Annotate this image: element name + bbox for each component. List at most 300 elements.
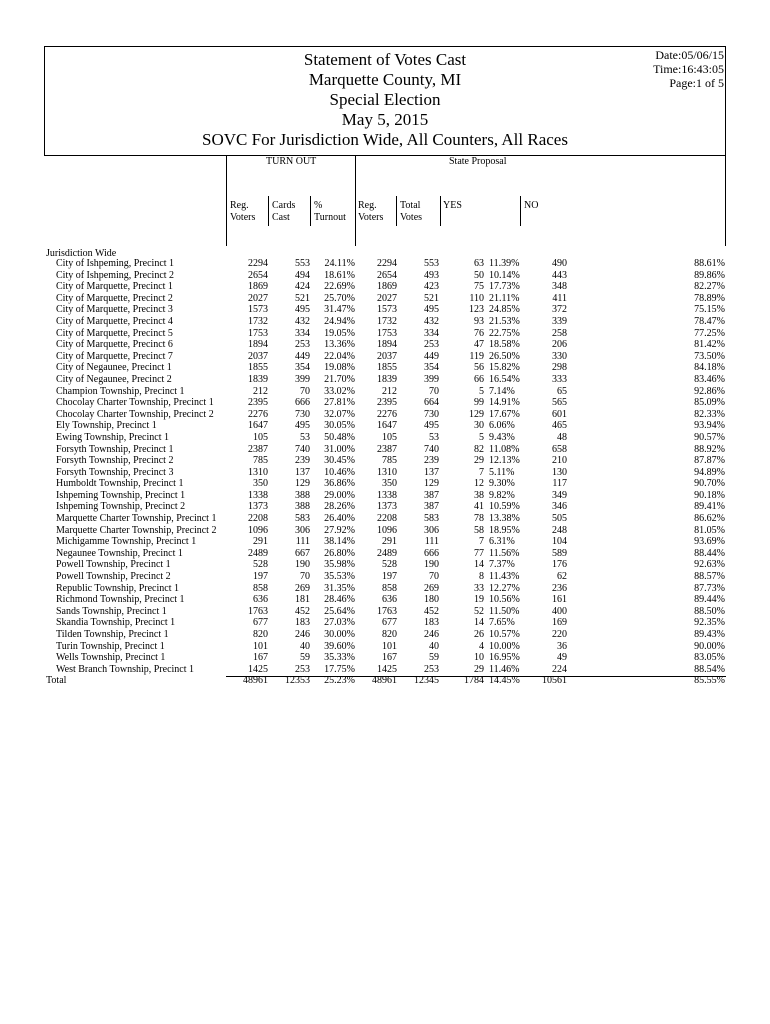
no-pct-cell: 88.44% bbox=[694, 547, 725, 559]
reg-voters-cell: 1310 bbox=[248, 466, 268, 478]
header-yes: YES bbox=[443, 200, 462, 211]
reg-voters-cell: 291 bbox=[253, 536, 268, 548]
table-row bbox=[0, 386, 770, 398]
yes-pct-cell: 9.43% bbox=[489, 431, 515, 443]
reg-voters-cell: 167 bbox=[253, 652, 268, 664]
table-row bbox=[0, 559, 770, 571]
reg-voters-cell: 1869 bbox=[248, 281, 268, 293]
total-votes-cell: 553 bbox=[424, 258, 439, 269]
no-count-cell: 258 bbox=[552, 327, 567, 339]
no-pct-cell: 81.42% bbox=[694, 339, 725, 351]
jurisdiction-name: West Branch Township, Precinct 1 bbox=[56, 663, 195, 675]
reg-voters2-cell: 858 bbox=[382, 582, 397, 594]
reg-voters2-cell: 1425 bbox=[377, 663, 397, 675]
no-pct-cell: 81.05% bbox=[694, 524, 725, 536]
pct-turnout-cell: 33.02% bbox=[324, 385, 355, 397]
yes-count-cell: 63 bbox=[474, 258, 484, 269]
reg-voters2-cell: 677 bbox=[382, 617, 397, 629]
yes-pct-cell: 17.67% bbox=[489, 408, 520, 420]
jurisdiction-name: City of Marquette, Precinct 3 bbox=[56, 304, 173, 316]
cards-cast-cell: 137 bbox=[295, 466, 310, 478]
table-row bbox=[0, 304, 770, 316]
no-count-cell: 658 bbox=[552, 443, 567, 455]
total-votes-cell: 180 bbox=[424, 594, 439, 606]
reg-voters-cell: 350 bbox=[253, 478, 268, 490]
yes-count-cell: 19 bbox=[474, 594, 484, 606]
table-row bbox=[0, 362, 770, 374]
yes-pct-cell: 12.13% bbox=[489, 455, 520, 467]
report-title bbox=[44, 50, 726, 150]
pct-turnout-cell: 35.33% bbox=[324, 652, 355, 664]
no-pct-cell: 84.18% bbox=[694, 362, 725, 374]
yes-count-cell: 7 bbox=[479, 466, 484, 478]
no-count-cell: 505 bbox=[552, 513, 567, 525]
cards-cast-cell: 253 bbox=[295, 663, 310, 675]
yes-pct-cell: 18.58% bbox=[489, 339, 520, 351]
pct-turnout-cell: 26.40% bbox=[324, 513, 355, 525]
yes-count-cell: 52 bbox=[474, 605, 484, 617]
jurisdiction-name: Tilden Township, Precinct 1 bbox=[56, 629, 169, 640]
cards-cast-cell: 666 bbox=[295, 397, 310, 409]
jurisdiction-name: City of Ishpeming, Precinct 2 bbox=[56, 269, 175, 281]
yes-pct-cell: 11.56% bbox=[489, 547, 520, 559]
jurisdiction-name: Ewing Township, Precinct 1 bbox=[56, 431, 169, 443]
reg-voters-cell: 2037 bbox=[248, 350, 268, 362]
reg-voters2-cell: 2276 bbox=[377, 408, 397, 420]
column-divider bbox=[268, 196, 269, 226]
cards-cast-cell: 494 bbox=[295, 269, 310, 281]
no-count-cell: 49 bbox=[557, 652, 567, 664]
reg-voters2-cell: 820 bbox=[382, 629, 397, 640]
reg-voters2-cell: 2294 bbox=[377, 258, 397, 269]
cards-cast-cell: 111 bbox=[295, 536, 310, 548]
cards-cast-cell: 730 bbox=[295, 408, 310, 420]
pct-turnout-cell: 30.05% bbox=[324, 420, 355, 432]
pct-turnout-cell: 19.05% bbox=[324, 327, 355, 339]
no-count-cell: 210 bbox=[552, 455, 567, 467]
cards-cast-cell: 181 bbox=[295, 594, 310, 606]
no-count-cell: 117 bbox=[552, 478, 567, 490]
total-votes-cell: 399 bbox=[424, 373, 439, 385]
yes-pct-cell: 11.39% bbox=[489, 258, 520, 269]
no-pct-cell: 90.70% bbox=[694, 478, 725, 490]
no-pct-cell: 92.86% bbox=[694, 385, 725, 397]
column-divider bbox=[355, 156, 356, 246]
yes-pct-cell: 26.50% bbox=[489, 350, 520, 362]
reg-voters2-cell: 1647 bbox=[377, 420, 397, 432]
jurisdiction-name: City of Marquette, Precinct 2 bbox=[56, 292, 173, 304]
table-row bbox=[0, 652, 770, 664]
reg-voters2-cell: 197 bbox=[382, 571, 397, 583]
total-votes-cell: 70 bbox=[429, 385, 439, 397]
reg-voters-cell: 528 bbox=[253, 559, 268, 571]
yes-pct-cell: 18.95% bbox=[489, 524, 520, 536]
pct-turnout-cell: 31.47% bbox=[324, 304, 355, 316]
table-row bbox=[0, 571, 770, 583]
table-row bbox=[0, 536, 770, 548]
no-pct-cell: 89.44% bbox=[694, 594, 725, 606]
no-count-cell: 330 bbox=[552, 350, 567, 362]
yes-pct-cell: 13.38% bbox=[489, 513, 520, 525]
total-votes-cell: 12345 bbox=[414, 675, 439, 687]
no-pct-cell: 73.50% bbox=[694, 350, 725, 362]
yes-pct-cell: 11.08% bbox=[489, 443, 520, 455]
table-row bbox=[0, 444, 770, 456]
pct-turnout-cell: 19.08% bbox=[324, 362, 355, 374]
table-row bbox=[0, 629, 770, 641]
reg-voters2-cell: 291 bbox=[382, 536, 397, 548]
table-row bbox=[0, 513, 770, 525]
no-count-cell: 248 bbox=[552, 524, 567, 536]
reg-voters2-cell: 528 bbox=[382, 559, 397, 571]
report-time: Time:16:43:05 bbox=[653, 62, 724, 76]
total-votes-cell: 246 bbox=[424, 629, 439, 640]
jurisdiction-name: City of Marquette, Precinct 4 bbox=[56, 315, 173, 327]
table-row bbox=[0, 316, 770, 328]
yes-count-cell: 14 bbox=[474, 617, 484, 629]
jurisdiction-name: City of Marquette, Precinct 6 bbox=[56, 339, 173, 351]
no-pct-cell: 90.57% bbox=[694, 431, 725, 443]
pct-turnout-cell: 27.81% bbox=[324, 397, 355, 409]
no-pct-cell: 78.47% bbox=[694, 315, 725, 327]
cards-cast-cell: 583 bbox=[295, 513, 310, 525]
pct-turnout-cell: 25.70% bbox=[324, 292, 355, 304]
yes-pct-cell: 11.43% bbox=[489, 571, 520, 583]
pct-turnout-cell: 35.98% bbox=[324, 559, 355, 571]
reg-voters-cell: 2654 bbox=[248, 269, 268, 281]
table-row bbox=[0, 409, 770, 421]
no-pct-cell: 87.87% bbox=[694, 455, 725, 467]
jurisdiction-name: City of Marquette, Precinct 5 bbox=[56, 327, 173, 339]
total-votes-cell: 129 bbox=[424, 478, 439, 490]
yes-count-cell: 14 bbox=[474, 559, 484, 571]
yes-count-cell: 30 bbox=[474, 420, 484, 432]
yes-pct-cell: 10.00% bbox=[489, 640, 520, 652]
reg-voters-cell: 1573 bbox=[248, 304, 268, 316]
total-votes-cell: 40 bbox=[429, 640, 439, 652]
no-pct-cell: 82.33% bbox=[694, 408, 725, 420]
table-row bbox=[0, 606, 770, 618]
yes-count-cell: 7 bbox=[479, 536, 484, 548]
pct-turnout-cell: 28.26% bbox=[324, 501, 355, 513]
reg-voters-cell: 1338 bbox=[248, 489, 268, 501]
pct-turnout-cell: 21.70% bbox=[324, 373, 355, 385]
table-row bbox=[0, 328, 770, 340]
cards-cast-cell: 553 bbox=[295, 258, 310, 269]
no-pct-cell: 78.89% bbox=[694, 292, 725, 304]
yes-count-cell: 29 bbox=[474, 663, 484, 675]
cards-cast-cell: 354 bbox=[295, 362, 310, 374]
jurisdiction-name: Powell Township, Precinct 2 bbox=[56, 571, 171, 583]
column-divider bbox=[396, 196, 397, 226]
reg-voters2-cell: 1839 bbox=[377, 373, 397, 385]
cards-cast-cell: 253 bbox=[295, 339, 310, 351]
table-row bbox=[0, 351, 770, 363]
no-count-cell: 298 bbox=[552, 362, 567, 374]
reg-voters2-cell: 350 bbox=[382, 478, 397, 490]
reg-voters-cell: 2276 bbox=[248, 408, 268, 420]
yes-count-cell: 78 bbox=[474, 513, 484, 525]
total-votes-cell: 432 bbox=[424, 315, 439, 327]
yes-count-cell: 26 bbox=[474, 629, 484, 640]
cards-cast-cell: 12353 bbox=[285, 675, 310, 687]
yes-count-cell: 75 bbox=[474, 281, 484, 293]
title-line: May 5, 2015 bbox=[341, 110, 429, 129]
jurisdiction-name: Skandia Township, Precinct 1 bbox=[56, 617, 176, 629]
total-votes-cell: 53 bbox=[429, 431, 439, 443]
no-count-cell: 224 bbox=[552, 663, 567, 675]
total-votes-cell: 495 bbox=[424, 420, 439, 432]
no-pct-cell: 77.25% bbox=[694, 327, 725, 339]
total-votes-cell: 111 bbox=[424, 536, 439, 548]
no-pct-cell: 83.46% bbox=[694, 373, 725, 385]
reg-voters2-cell: 1373 bbox=[377, 501, 397, 513]
jurisdiction-name: Richmond Township, Precinct 1 bbox=[56, 594, 185, 606]
cards-cast-cell: 424 bbox=[295, 281, 310, 293]
reg-voters-cell: 2294 bbox=[248, 258, 268, 269]
reg-voters-cell: 677 bbox=[253, 617, 268, 629]
yes-pct-cell: 21.53% bbox=[489, 315, 520, 327]
reg-voters-cell: 636 bbox=[253, 594, 268, 606]
yes-count-cell: 76 bbox=[474, 327, 484, 339]
yes-count-cell: 123 bbox=[469, 304, 484, 316]
yes-count-cell: 129 bbox=[469, 408, 484, 420]
pct-turnout-cell: 25.64% bbox=[324, 605, 355, 617]
jurisdiction-name: City of Marquette, Precinct 7 bbox=[56, 350, 173, 362]
reg-voters-cell: 1647 bbox=[248, 420, 268, 432]
title-line: Marquette County, MI bbox=[308, 70, 462, 89]
cards-cast-cell: 239 bbox=[295, 455, 310, 467]
no-pct-cell: 75.15% bbox=[694, 304, 725, 316]
pct-turnout-cell: 38.14% bbox=[324, 536, 355, 548]
pct-turnout-cell: 17.75% bbox=[324, 663, 355, 675]
reg-voters2-cell: 1753 bbox=[377, 327, 397, 339]
yes-pct-cell: 21.11% bbox=[489, 292, 520, 304]
yes-count-cell: 10 bbox=[474, 652, 484, 664]
yes-pct-cell: 15.82% bbox=[489, 362, 520, 374]
cards-cast-cell: 452 bbox=[295, 605, 310, 617]
no-count-cell: 400 bbox=[552, 605, 567, 617]
reg-voters2-cell: 212 bbox=[382, 385, 397, 397]
yes-count-cell: 29 bbox=[474, 455, 484, 467]
page-number: Page:1 of 5 bbox=[669, 76, 724, 90]
yes-pct-cell: 11.46% bbox=[489, 663, 520, 675]
jurisdiction-name: Chocolay Charter Township, Precinct 2 bbox=[56, 408, 214, 420]
yes-pct-cell: 5.11% bbox=[489, 466, 515, 478]
reg-voters2-cell: 1096 bbox=[377, 524, 397, 536]
total-votes-cell: 137 bbox=[424, 466, 439, 478]
pct-turnout-cell: 50.48% bbox=[324, 431, 355, 443]
reg-voters-cell: 1732 bbox=[248, 315, 268, 327]
total-votes-cell: 452 bbox=[424, 605, 439, 617]
cards-cast-cell: 70 bbox=[300, 571, 310, 583]
proposal-group-header: State Proposal bbox=[449, 156, 507, 167]
total-votes-cell: 59 bbox=[429, 652, 439, 664]
jurisdiction-name: Ely Township, Precinct 1 bbox=[56, 420, 157, 432]
no-pct-cell: 85.55% bbox=[694, 675, 725, 687]
total-votes-cell: 269 bbox=[424, 582, 439, 594]
reg-voters-cell: 2395 bbox=[248, 397, 268, 409]
pct-turnout-cell: 18.61% bbox=[324, 269, 355, 281]
table-row bbox=[0, 455, 770, 467]
table-row bbox=[0, 617, 770, 629]
table-row bbox=[0, 525, 770, 537]
pct-turnout-cell: 22.04% bbox=[324, 350, 355, 362]
reg-voters2-cell: 1894 bbox=[377, 339, 397, 351]
jurisdiction-name: City of Marquette, Precinct 1 bbox=[56, 281, 173, 293]
total-votes-cell: 190 bbox=[424, 559, 439, 571]
reg-voters-cell: 2489 bbox=[248, 547, 268, 559]
jurisdiction-name: Ishpeming Township, Precinct 1 bbox=[56, 489, 186, 501]
table-row bbox=[0, 583, 770, 595]
reg-voters-cell: 858 bbox=[253, 582, 268, 594]
total-votes-cell: 387 bbox=[424, 501, 439, 513]
pct-turnout-cell: 39.60% bbox=[324, 640, 355, 652]
total-votes-cell: 253 bbox=[424, 339, 439, 351]
date-block bbox=[653, 48, 724, 90]
yes-pct-cell: 14.91% bbox=[489, 397, 520, 409]
jurisdiction-name: City of Ishpeming, Precinct 1 bbox=[56, 258, 175, 269]
reg-voters-cell: 2027 bbox=[248, 292, 268, 304]
cards-cast-cell: 495 bbox=[295, 304, 310, 316]
reg-voters2-cell: 2654 bbox=[377, 269, 397, 281]
no-pct-cell: 89.86% bbox=[694, 269, 725, 281]
yes-pct-cell: 22.75% bbox=[489, 327, 520, 339]
reg-voters2-cell: 2208 bbox=[377, 513, 397, 525]
reg-voters-cell: 1855 bbox=[248, 362, 268, 374]
reg-voters-cell: 197 bbox=[253, 571, 268, 583]
reg-voters2-cell: 101 bbox=[382, 640, 397, 652]
total-separator bbox=[226, 676, 726, 677]
no-count-cell: 333 bbox=[552, 373, 567, 385]
no-pct-cell: 83.05% bbox=[694, 652, 725, 664]
pct-turnout-cell: 27.92% bbox=[324, 524, 355, 536]
jurisdiction-name: Ishpeming Township, Precinct 2 bbox=[56, 501, 186, 513]
jurisdiction-name: Michigamme Township, Precinct 1 bbox=[56, 536, 197, 548]
yes-pct-cell: 17.73% bbox=[489, 281, 520, 293]
reg-voters-cell: 1373 bbox=[248, 501, 268, 513]
total-votes-cell: 521 bbox=[424, 292, 439, 304]
no-pct-cell: 92.35% bbox=[694, 617, 725, 629]
reg-voters2-cell: 2037 bbox=[377, 350, 397, 362]
header-reg-voters-2: Reg. Voters bbox=[358, 200, 384, 223]
total-votes-cell: 423 bbox=[424, 281, 439, 293]
cards-cast-cell: 667 bbox=[295, 547, 310, 559]
yes-pct-cell: 7.65% bbox=[489, 617, 515, 629]
report-date: Date:05/06/15 bbox=[655, 48, 724, 62]
cards-cast-cell: 740 bbox=[295, 443, 310, 455]
jurisdiction-name: Republic Township, Precinct 1 bbox=[56, 582, 179, 594]
no-count-cell: 104 bbox=[552, 536, 567, 548]
yes-count-cell: 47 bbox=[474, 339, 484, 351]
yes-count-cell: 5 bbox=[479, 385, 484, 397]
total-votes-cell: 387 bbox=[424, 489, 439, 501]
total-votes-cell: 493 bbox=[424, 269, 439, 281]
pct-turnout-cell: 13.36% bbox=[324, 339, 355, 351]
yes-count-cell: 77 bbox=[474, 547, 484, 559]
yes-count-cell: 82 bbox=[474, 443, 484, 455]
reg-voters-cell: 1763 bbox=[248, 605, 268, 617]
jurisdiction-name: Champion Township, Precinct 1 bbox=[56, 385, 185, 397]
jurisdiction-name: Forsyth Township, Precinct 3 bbox=[56, 466, 174, 478]
reg-voters-cell: 2387 bbox=[248, 443, 268, 455]
no-pct-cell: 88.57% bbox=[694, 571, 725, 583]
jurisdiction-name: Marquette Charter Township, Precinct 2 bbox=[56, 524, 217, 536]
no-pct-cell: 89.43% bbox=[694, 629, 725, 640]
reg-voters2-cell: 2489 bbox=[377, 547, 397, 559]
cards-cast-cell: 334 bbox=[295, 327, 310, 339]
reg-voters-cell: 1894 bbox=[248, 339, 268, 351]
no-pct-cell: 86.62% bbox=[694, 513, 725, 525]
table-row bbox=[0, 281, 770, 293]
total-votes-cell: 495 bbox=[424, 304, 439, 316]
reg-voters2-cell: 1855 bbox=[377, 362, 397, 374]
column-divider bbox=[725, 156, 726, 246]
yes-count-cell: 58 bbox=[474, 524, 484, 536]
jurisdiction-name: Powell Township, Precinct 1 bbox=[56, 559, 171, 571]
no-count-cell: 236 bbox=[552, 582, 567, 594]
total-votes-cell: 740 bbox=[424, 443, 439, 455]
reg-voters2-cell: 1869 bbox=[377, 281, 397, 293]
results-table bbox=[0, 258, 770, 687]
cards-cast-cell: 70 bbox=[300, 385, 310, 397]
yes-count-cell: 41 bbox=[474, 501, 484, 513]
yes-count-cell: 56 bbox=[474, 362, 484, 374]
cards-cast-cell: 388 bbox=[295, 489, 310, 501]
no-count-cell: 48 bbox=[557, 431, 567, 443]
reg-voters-cell: 1425 bbox=[248, 663, 268, 675]
reg-voters-cell: 1753 bbox=[248, 327, 268, 339]
reg-voters2-cell: 1732 bbox=[377, 315, 397, 327]
yes-count-cell: 5 bbox=[479, 431, 484, 443]
no-pct-cell: 85.09% bbox=[694, 397, 725, 409]
no-count-cell: 161 bbox=[552, 594, 567, 606]
reg-voters-cell: 105 bbox=[253, 431, 268, 443]
turnout-group-header: TURN OUT bbox=[266, 156, 317, 167]
total-votes-cell: 239 bbox=[424, 455, 439, 467]
reg-voters-cell: 212 bbox=[253, 385, 268, 397]
pct-turnout-cell: 30.00% bbox=[324, 629, 355, 640]
cards-cast-cell: 269 bbox=[295, 582, 310, 594]
yes-count-cell: 4 bbox=[479, 640, 484, 652]
table-row bbox=[0, 501, 770, 513]
yes-count-cell: 38 bbox=[474, 489, 484, 501]
cards-cast-cell: 388 bbox=[295, 501, 310, 513]
header-cards-cast: Cards Cast bbox=[272, 200, 296, 223]
yes-count-cell: 119 bbox=[469, 350, 484, 362]
yes-count-cell: 99 bbox=[474, 397, 484, 409]
no-count-cell: 36 bbox=[557, 640, 567, 652]
table-row bbox=[0, 339, 770, 351]
no-count-cell: 206 bbox=[552, 339, 567, 351]
cards-cast-cell: 521 bbox=[295, 292, 310, 304]
no-count-cell: 348 bbox=[552, 281, 567, 293]
no-count-cell: 443 bbox=[552, 269, 567, 281]
yes-pct-cell: 6.06% bbox=[489, 420, 515, 432]
cards-cast-cell: 53 bbox=[300, 431, 310, 443]
no-pct-cell: 89.41% bbox=[694, 501, 725, 513]
yes-pct-cell: 24.85% bbox=[489, 304, 520, 316]
total-votes-cell: 666 bbox=[424, 547, 439, 559]
reg-voters2-cell: 785 bbox=[382, 455, 397, 467]
jurisdiction-name: Wells Township, Precinct 1 bbox=[56, 652, 166, 664]
pct-turnout-cell: 31.35% bbox=[324, 582, 355, 594]
total-votes-cell: 183 bbox=[424, 617, 439, 629]
total-votes-cell: 334 bbox=[424, 327, 439, 339]
table-row bbox=[0, 270, 770, 282]
reg-voters-cell: 101 bbox=[253, 640, 268, 652]
pct-turnout-cell: 36.86% bbox=[324, 478, 355, 490]
